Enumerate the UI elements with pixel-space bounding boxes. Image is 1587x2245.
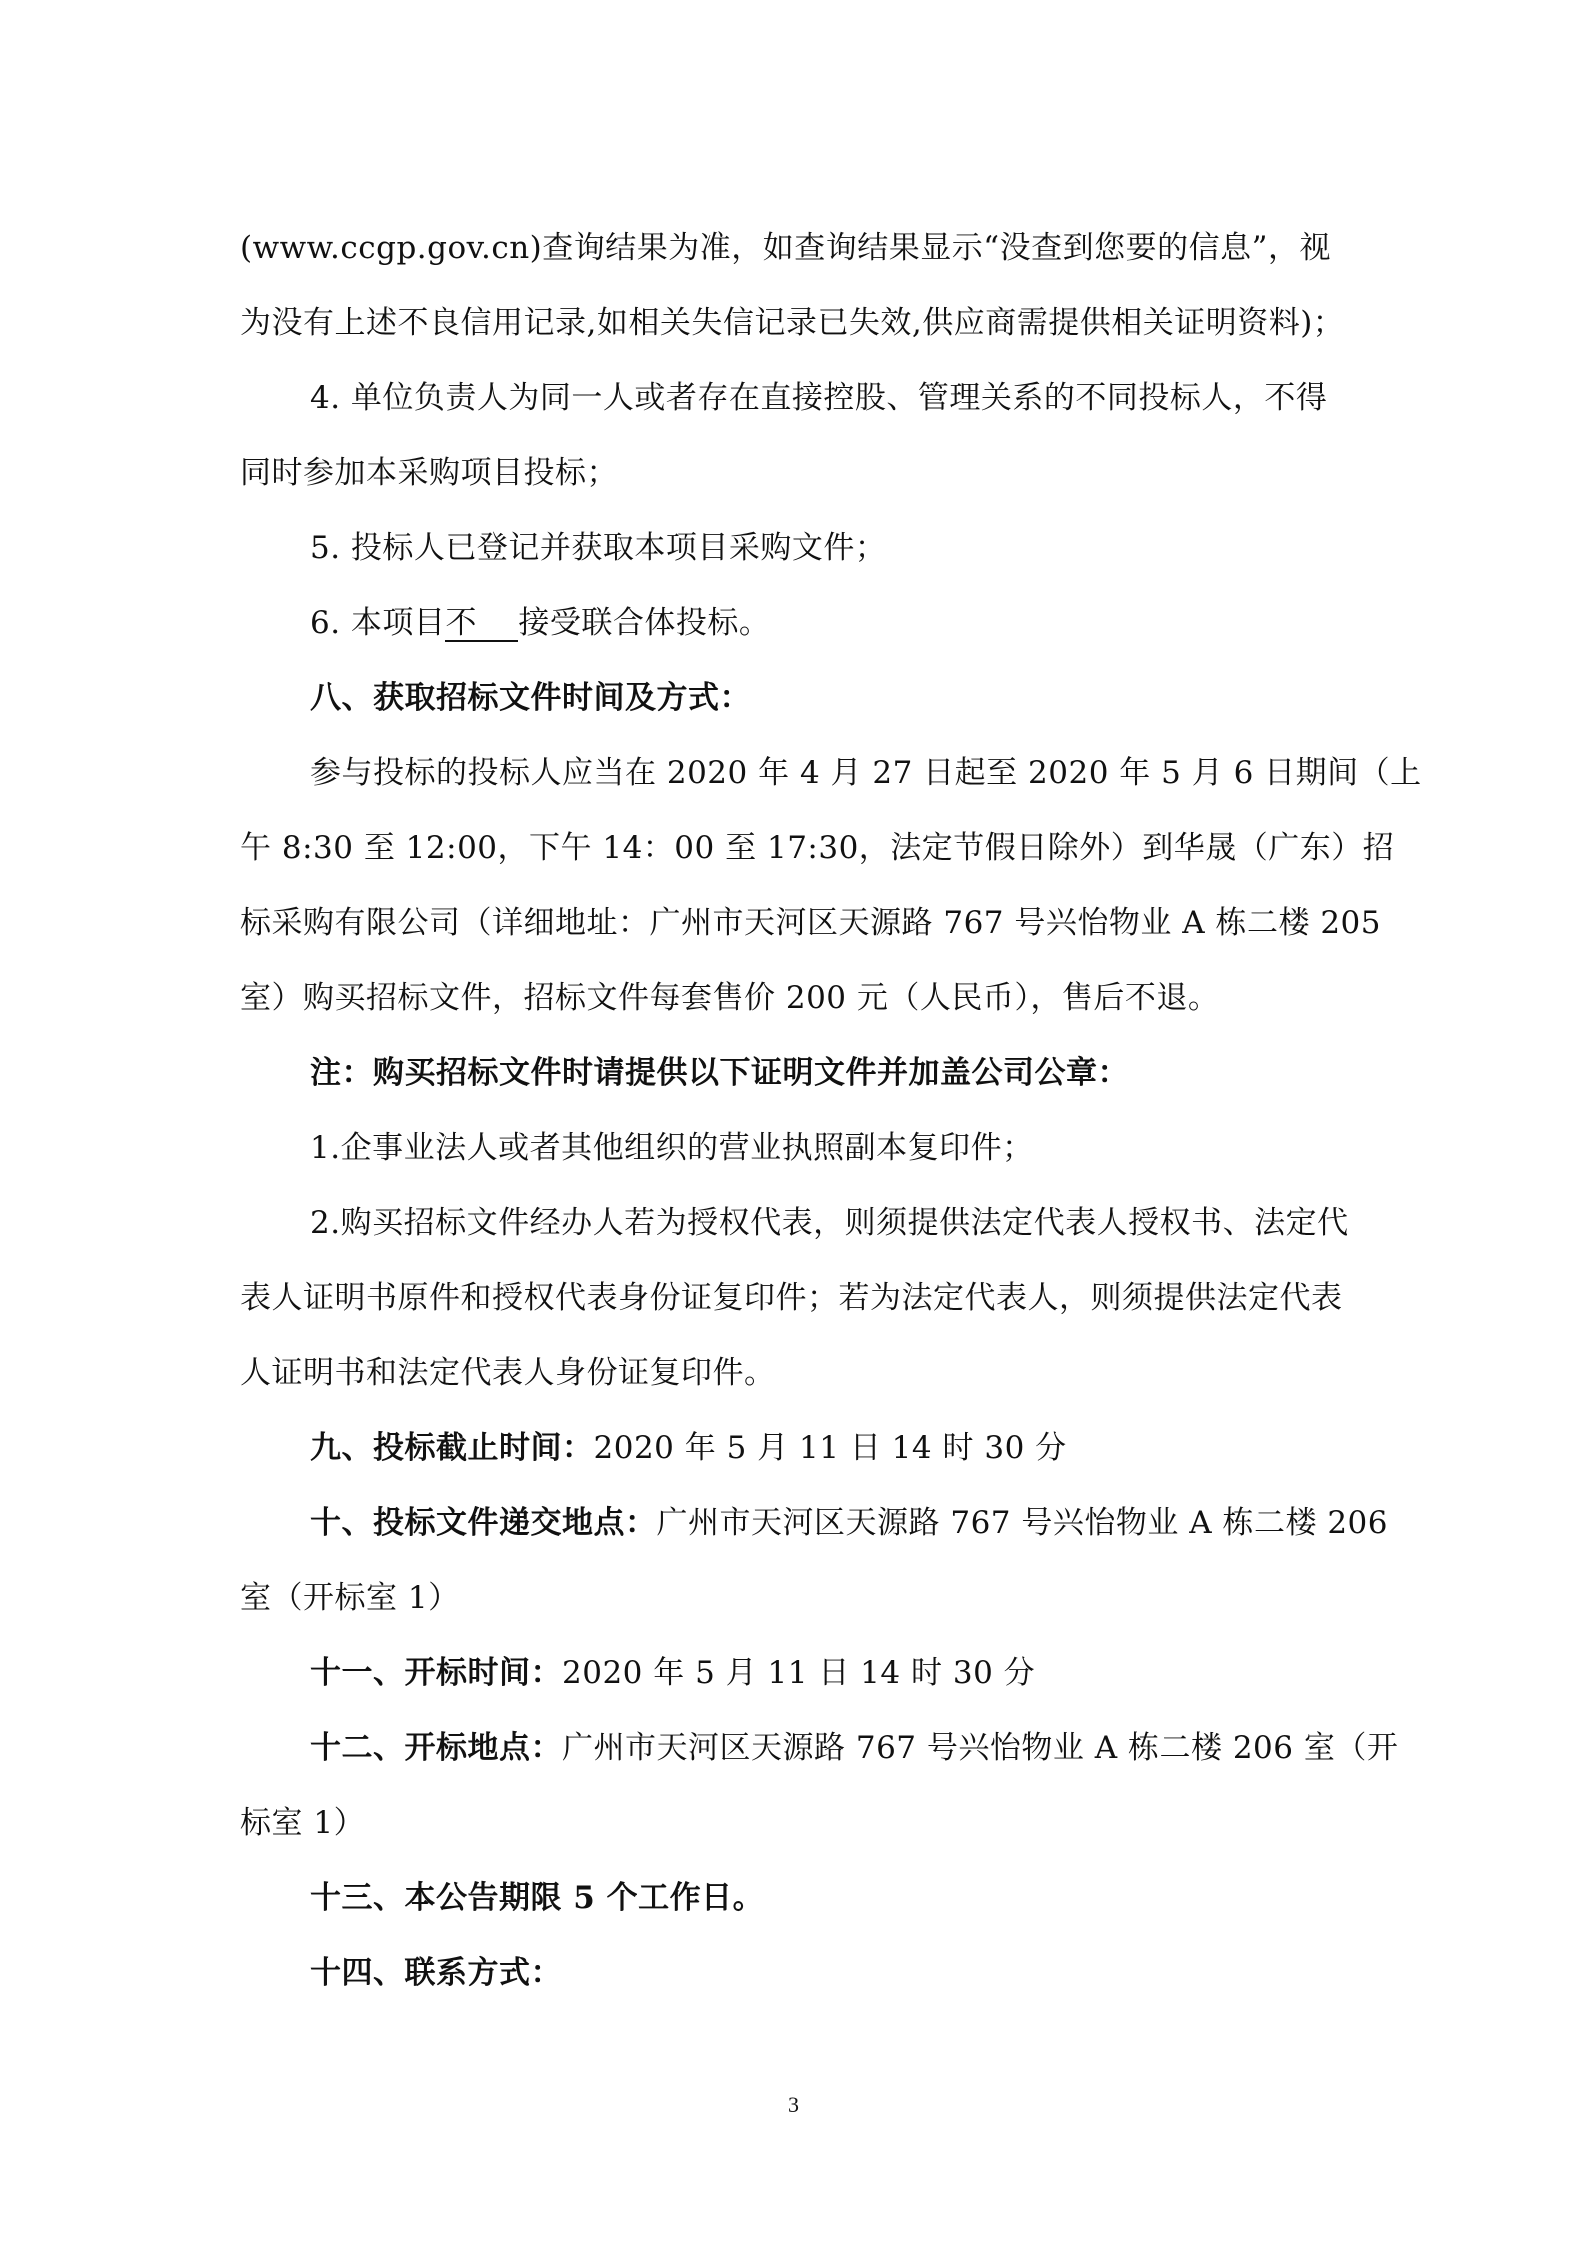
section-line bbox=[310, 1428, 1350, 1468]
text-line: 4. 单位负责人为同一人或者存在直接控股、管理关系的不同投标人，不得 bbox=[310, 380, 1328, 416]
page-number: 3 bbox=[788, 2092, 799, 2117]
text-line: 2.购买招标文件经办人若为授权代表，则须提供法定代表人授权书、法定代 bbox=[310, 1205, 1349, 1241]
section-label: 十二、开标地点： bbox=[310, 1730, 562, 1766]
section-value: 广州市天河区天源路 767 号兴怡物业 A 栋二楼 206 bbox=[656, 1505, 1388, 1541]
section-line bbox=[310, 1728, 1399, 1768]
section-value: 2020 年 5 月 11 日 14 时 30 分 bbox=[562, 1655, 1036, 1691]
section-value: 广州市天河区天源路 767 号兴怡物业 A 栋二楼 206 室（开 bbox=[562, 1730, 1399, 1766]
text-line: 参与投标的投标人应当在 2020 年 4 月 27 日起至 2020 年 5 月 6 日期间（上 bbox=[310, 755, 1422, 791]
text-line: 室（开标室 1） bbox=[240, 1580, 460, 1616]
section-label: 十一、开标时间： bbox=[310, 1655, 562, 1691]
text-line: 标采购有限公司（详细地址：广州市天河区天源路 767 号兴怡物业 A 栋二楼 205 bbox=[240, 905, 1381, 941]
text-line: (www.ccgp.gov.cn)查询结果为准，如查询结果显示“没查到您要的信息”，视 bbox=[240, 230, 1331, 266]
text-line bbox=[310, 603, 1350, 643]
section-value: 2020 年 5 月 11 日 14 时 30 分 bbox=[593, 1430, 1067, 1466]
text-line: 1.企事业法人或者其他组织的营业执照副本复印件； bbox=[310, 1130, 1034, 1166]
text-span: 6. 本项目 bbox=[310, 605, 446, 641]
text-line: 5. 投标人已登记并获取本项目采购文件； bbox=[310, 530, 887, 566]
text-line: 人证明书和法定代表人身份证复印件。 bbox=[240, 1355, 776, 1391]
underlined-field: 不 bbox=[445, 605, 519, 641]
section-line bbox=[310, 1653, 1350, 1693]
text-line: 标室 1） bbox=[240, 1805, 366, 1841]
text-line: 同时参加本采购项目投标； bbox=[240, 455, 618, 491]
section-line bbox=[310, 1503, 1388, 1543]
text-line: 室）购买招标文件，招标文件每套售价 200 元（人民币），售后不退。 bbox=[240, 980, 1220, 1016]
text-line: 表人证明书原件和授权代表身份证复印件；若为法定代表人，则须提供法定代表 bbox=[240, 1280, 1343, 1316]
text-span: 接受联合体投标。 bbox=[518, 605, 771, 641]
section-heading: 八、获取招标文件时间及方式： bbox=[310, 680, 751, 716]
section-label: 九、投标截止时间： bbox=[310, 1430, 594, 1466]
section-label: 十、投标文件递交地点： bbox=[310, 1505, 657, 1541]
section-heading: 十三、本公告期限 5 个工作日。 bbox=[310, 1880, 765, 1916]
text-line: 为没有上述不良信用记录,如相关失信记录已失效,供应商需提供相关证明资料)； bbox=[240, 305, 1345, 341]
text-line: 午 8:30 至 12:00，下午 14：00 至 17:30，法定节假日除外）到华晟（广东）招 bbox=[240, 830, 1395, 866]
section-heading: 十四、联系方式： bbox=[310, 1955, 562, 1991]
note-heading: 注：购买招标文件时请提供以下证明文件并加盖公司公章： bbox=[310, 1055, 1129, 1091]
